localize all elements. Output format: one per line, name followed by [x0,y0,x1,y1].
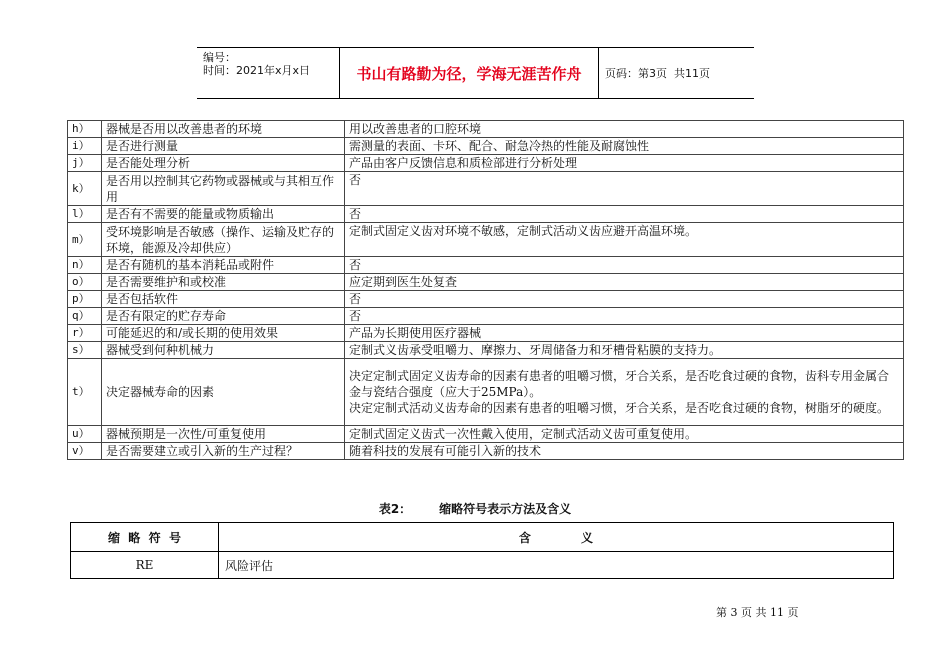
row-id: u） [68,426,102,443]
meaning-header-text: 含 义 [518,530,594,545]
row-question: 是否包括软件 [102,291,345,308]
table-row [68,274,904,291]
table-row [68,426,904,443]
meaning-header [219,523,894,552]
row-answer: 产品为长期使用医疗器械 [345,325,904,342]
row-question: 器械预期是一次性/可重复使用 [102,426,345,443]
row-question: 是否用以控制其它药物或器械或与其相互作用 [102,172,345,206]
row-question: 是否能处理分析 [102,155,345,172]
row-question: 器械是否用以改善患者的环境 [102,121,345,138]
row-question: 是否有限定的贮存寿命 [102,308,345,325]
table-row [68,325,904,342]
row-id: m） [68,223,102,257]
header-info [197,48,340,98]
abbr-header-text: 缩 略 符 号 [107,530,182,545]
table2-caption [0,500,950,517]
number-label: 编号： [203,51,236,64]
table-row [68,155,904,172]
row-answer [345,359,904,426]
row-id: t） [68,359,102,426]
row-question: 器械受到何种机械力 [102,342,345,359]
row-id: o） [68,274,102,291]
row-answer: 需测量的表面、卡环、配合、耐急冷热的性能及耐腐蚀性 [345,138,904,155]
row-answer: 用以改善患者的口腔环境 [345,121,904,138]
table-row [68,206,904,223]
abbr-header [71,523,219,552]
row-id: j） [68,155,102,172]
table-row [68,138,904,155]
row-id: i） [68,138,102,155]
abbreviation-table [70,522,894,579]
row-id: q） [68,308,102,325]
row-id: l） [68,206,102,223]
table-row [68,291,904,308]
row-id: s） [68,342,102,359]
row-question: 是否需要建立或引入新的生产过程？ [102,443,345,460]
question-table [67,120,904,460]
row-answer: 否 [345,308,904,325]
table-row [71,552,894,579]
row-answer-part1: 决定定制式固定义齿寿命的因素有患者的咀嚼习惯，牙合关系，是否吃食过硬的食物，齿科专用金属合金与瓷结合强度（应大于25MPa）。 [349,369,890,399]
table-row [68,257,904,274]
header-page-info [599,48,754,98]
row-answer-part2: 决定定制式活动义齿寿命的因素有患者的咀嚼习惯，牙合关系，是否吃食过硬的食物，树脂牙的硬度。 [349,401,890,415]
table-row [68,121,904,138]
abbr-cell: RE [71,552,219,579]
row-answer: 否 [345,291,904,308]
row-answer: 否 [345,172,904,206]
meaning-cell: 风险评估 [219,552,894,579]
table-row [68,223,904,257]
row-id: v） [68,443,102,460]
row-id: p） [68,291,102,308]
row-question: 是否有随机的基本消耗品或附件 [102,257,345,274]
row-answer: 否 [345,206,904,223]
row-question: 决定器械寿命的因素 [102,359,345,426]
row-id: k） [68,172,102,206]
row-answer: 应定期到医生处复查 [345,274,904,291]
row-question: 是否进行测量 [102,138,345,155]
row-question: 受环境影响是否敏感（操作、运输及贮存的环境，能源及冷却供应） [102,223,345,257]
table-row [68,172,904,206]
row-id: n） [68,257,102,274]
page-header [197,47,754,99]
row-answer: 定制式固定义齿式一次性戴入使用，定制式活动义齿可重复使用。 [345,426,904,443]
page-footer: 第 3 页 共 11 页 [716,606,799,619]
table-header-row [71,523,894,552]
table-row [68,359,904,426]
row-answer: 随着科技的发展有可能引入新的技术 [345,443,904,460]
row-id: r） [68,325,102,342]
table-row [68,342,904,359]
header-motto: 书山有路勤为径，学海无涯苦作舟 [340,48,599,98]
row-question: 可能延迟的和/或长期的使用效果 [102,325,345,342]
row-answer: 否 [345,257,904,274]
row-answer: 产品由客户反馈信息和质检部进行分析处理 [345,155,904,172]
table2-caption-title: 缩略符号表示方法及含义 [439,502,572,516]
table-row [68,308,904,325]
row-question: 是否有不需要的能量或物质输出 [102,206,345,223]
row-answer: 定制式固定义齿对环境不敏感，定制式活动义齿应避开高温环境。 [345,223,904,257]
table-row [68,443,904,460]
row-id: h） [68,121,102,138]
time-label: 时间：2021年x月x日 [203,64,311,77]
row-question: 是否需要维护和或校准 [102,274,345,291]
page-label: 页码：第3页 共11页 [605,67,710,80]
table2-caption-number: 表2： [378,502,412,516]
row-answer: 定制式义齿承受咀嚼力、摩擦力、牙周储备力和牙槽骨粘膜的支持力。 [345,342,904,359]
